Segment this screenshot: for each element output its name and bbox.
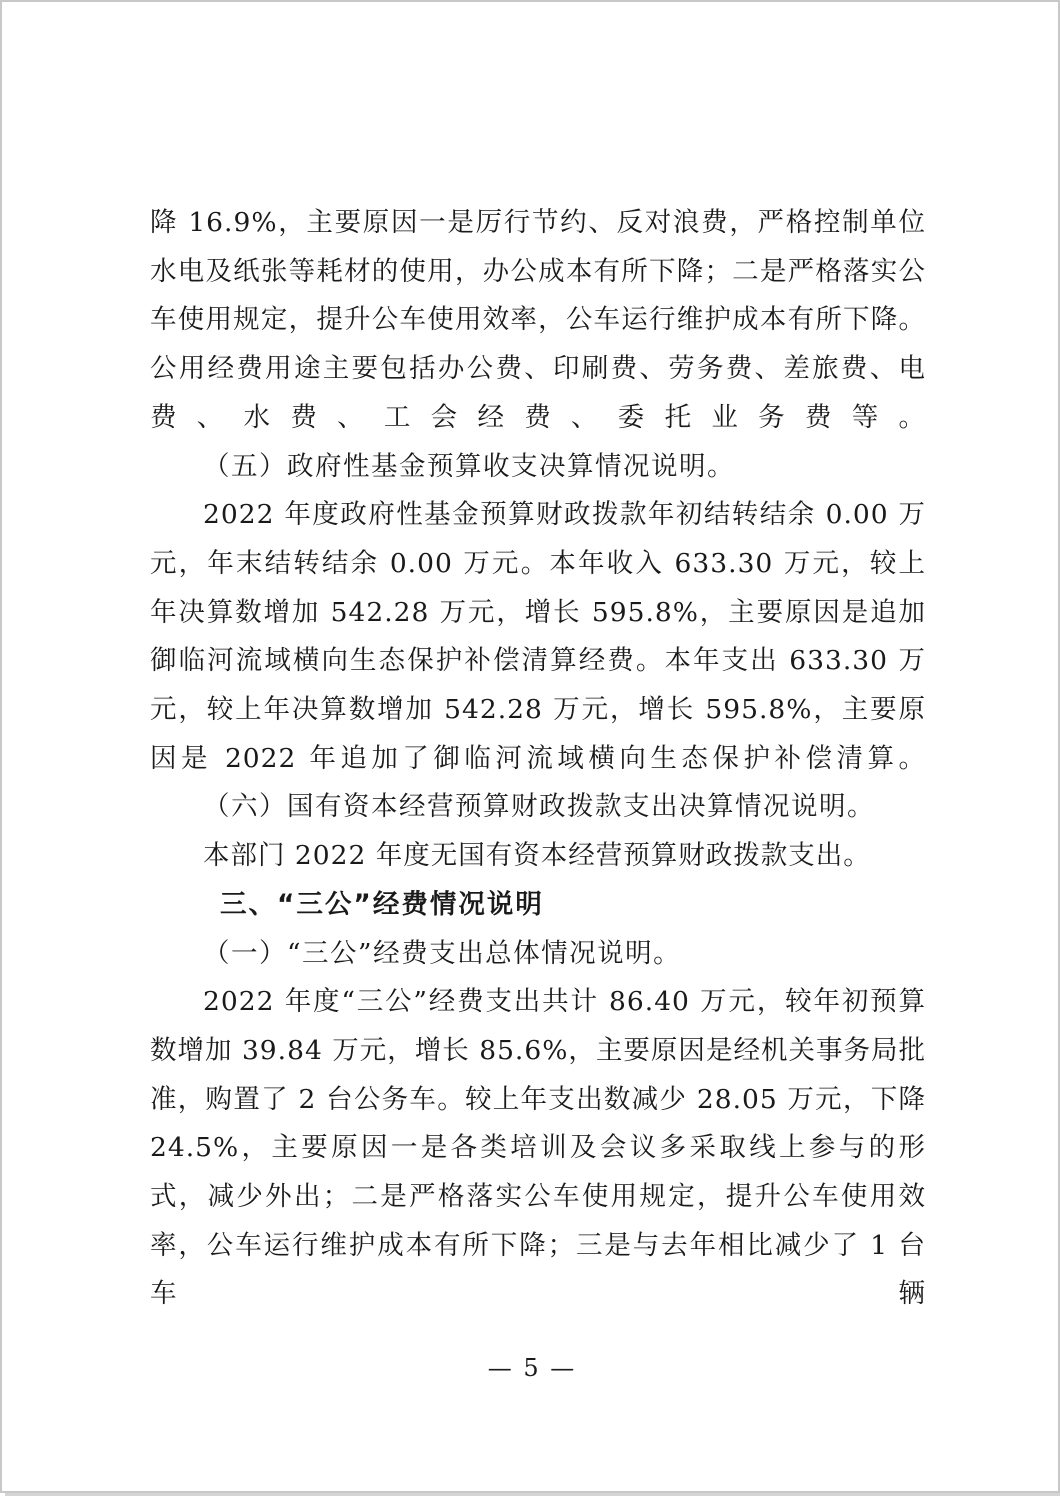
document-body xyxy=(150,199,926,1319)
paragraph-government-fund: 2022 年度政府性基金预算财政拨款年初结转结余 0.00 万元，年末结转结余 0.00 万元。本年收入 633.30 万元，较上年决算数增加 542.28 万元，增长 595.8%，主要原因是追加御临河流域横向生态保护补偿清算经费。本年支出 633.30 万元，较上年决算数增加 542.28 万元，增长 595.8%，主要原因是 2022 年追加了御临河流域横向生态保护补偿清算。 xyxy=(150,499,926,774)
page-number: — 5 — xyxy=(487,1354,577,1382)
paragraph-expense-decline: 降 16.9%，主要原因一是厉行节约、反对浪费，严格控制单位水电及纸张等耗材的使用，办公成本有所下降；二是严格落实公车使用规定，提升公车使用效率，公车运行维护成本有所下降。公用经费用途主要包括办公费、印刷费、劳务费、差旅费、电费、水费、工会经费、委托业务费等。 xyxy=(150,207,926,433)
paragraph-three-public-overall: 2022 年度“三公”经费支出共计 86.40 万元，较年初预算数增加 39.84 万元，增长 85.6%，主要原因是经机关事务局批准，购置了 2 台公务车。较上年支出数减少 28.05 万元，下降 24.5%，主要原因一是各类培训及会议多采取线上参与的形式，减少外出；二是严格落实公车使用规定，提升公车使用效率，公车运行维护成本有所下降；三是与去年相比减少了 1 台车辆 xyxy=(150,986,926,1310)
paragraph-state-capital: 本部门 2022 年度无国有资本经营预算财政拨款支出。 xyxy=(203,840,871,872)
section-title-three-public: 三、“三公”经费情况说明 xyxy=(220,888,544,920)
heading-state-capital: （六）国有资本经营预算财政拨款支出决算情况说明。 xyxy=(203,791,875,823)
heading-three-public-overall: （一）“三公”经费支出总体情况说明。 xyxy=(203,937,682,969)
heading-government-fund: （五）政府性基金预算收支决算情况说明。 xyxy=(203,450,735,482)
